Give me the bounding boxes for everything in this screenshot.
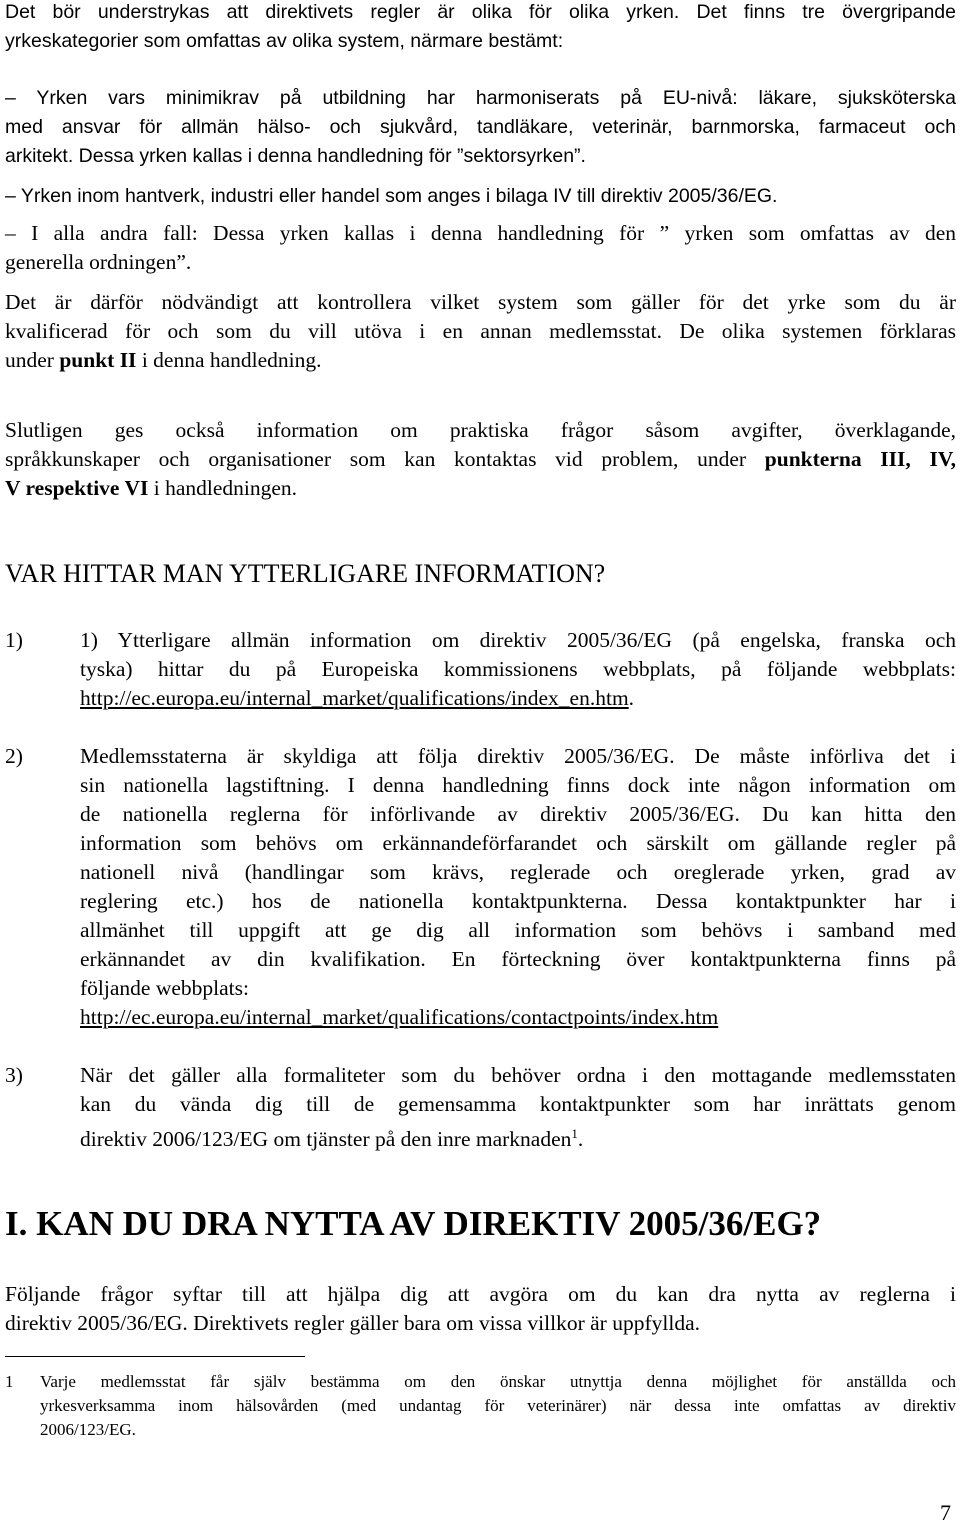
- paragraph-line: direktiv 2005/36/EG. Direktivets regler gäller bara om vissa villkor är uppfyllda.: [5, 1311, 700, 1335]
- paragraph-line: Slutligen ges också information om praktiska frågor såsom avgifter, överklagande,: [5, 418, 956, 442]
- paragraph-line: Följande frågor syftar till att hjälpa dig att avgöra om du kan dra nytta av reglerna i: [5, 1282, 956, 1306]
- qualifications-link[interactable]: http://ec.europa.eu/internal_market/qualifications/index_en.htm: [80, 686, 629, 710]
- bold-reference: punkt II: [59, 348, 137, 372]
- paragraph-line: [5, 346, 956, 375]
- item-number: 3): [5, 1063, 23, 1087]
- item-line: 1) Ytterligare allmän information om direktiv 2005/36/EG (på engelska, franska och: [80, 628, 956, 652]
- dash-list-item: [5, 219, 956, 277]
- intro-paragraph: [5, 0, 956, 56]
- item-line: följande webbplats:: [80, 976, 249, 1000]
- dash-item-line: generella ordningen”.: [5, 250, 192, 274]
- text-run: under: [5, 348, 60, 372]
- footnote-separator: [5, 1356, 305, 1357]
- item-line: nationell nivå (handlingar som krävs, reglerade och oreglerade yrken, grad av: [80, 860, 956, 884]
- item-line: [80, 684, 956, 713]
- item-text: [80, 1061, 956, 1154]
- paragraph-line: Det är därför nödvändigt att kontrollera vilket system som gäller för det yrke som du är: [5, 290, 956, 314]
- item-line: erkännandet av din kvalifikation. En förteckning över kontaktpunkterna finns på: [80, 947, 956, 971]
- item-line: När det gäller alla formaliteter som du behöver ordna i den mottagande medlemsstaten: [80, 1063, 956, 1087]
- paragraph-line: [5, 445, 956, 474]
- item-number: 2): [5, 744, 23, 768]
- text-run: i handledningen.: [148, 476, 298, 500]
- dash-item-line: – Yrken inom hantverk, industri eller handel som anges i bilaga IV till direktiv 2005/36/EG.: [5, 185, 778, 207]
- item-line: de nationella reglerna för införlivande av direktiv 2005/36/EG. Du kan hitta den: [80, 802, 956, 826]
- footnote-reference[interactable]: 1: [571, 1126, 578, 1141]
- text-run: .: [577, 1127, 584, 1152]
- dash-item-line: – Yrken vars minimikrav på utbildning har harmoniserats på EU-nivå: läkare, sjuksköterska: [5, 87, 956, 109]
- dash-list-item: [5, 84, 956, 171]
- paragraph-line: kvalificerad för och som du vill utöva i en annan medlemsstat. De olika systemen förklaras: [5, 319, 956, 343]
- contactpoints-link[interactable]: http://ec.europa.eu/internal_market/qualifications/contactpoints/index.htm: [80, 1005, 719, 1029]
- item-line: [80, 1003, 956, 1032]
- section-heading-info: VAR HITTAR MAN YTTERLIGARE INFORMATION?: [5, 559, 606, 588]
- item-number: 1): [5, 628, 23, 652]
- item-line: [80, 1119, 956, 1154]
- intro-line: yrkeskategorier som omfattas av olika system, närmare bestämt:: [5, 30, 564, 52]
- dash-item-line: – I alla andra fall: Dessa yrken kallas i denna handledning för ” yrken som omfattas av den: [5, 221, 956, 245]
- item-line: sin nationella lagstiftning. I denna handledning finns dock inte någon information om: [80, 773, 956, 797]
- text-run: .: [628, 686, 635, 710]
- item-line: allmänhet till uppgift att ge dig all information som behövs i samband med: [80, 918, 956, 942]
- text-run: direktiv 2006/123/EG om tjänster på den inre marknaden: [80, 1127, 572, 1152]
- text-run: språkkunskaper och organisationer som kan kontaktas vid problem, under: [5, 447, 765, 471]
- intro-line: Det bör understrykas att direktivets regler är olika för olika yrken. Det finns tre övergripande: [5, 1, 956, 23]
- dash-item-line: med ansvar för allmän hälso- och sjukvård, tandläkare, veterinär, barnmorska, farmaceut och: [5, 116, 956, 138]
- bold-reference: punkterna III, IV,: [764, 447, 956, 471]
- item-line: reglering etc.) hos de nationella kontaktpunkterna. Dessa kontaktpunkter har i: [80, 889, 956, 913]
- section-heading-i: I. KAN DU DRA NYTTA AV DIREKTIV 2005/36/EG?: [5, 1204, 822, 1243]
- footnote-line: 2006/123/EG.: [40, 1420, 136, 1439]
- dash-item-line: arkitekt. Dessa yrken kallas i denna handledning för ”sektorsyrken”.: [5, 145, 586, 167]
- footnote-mark: 1: [5, 1372, 14, 1391]
- system-paragraph: [5, 288, 956, 375]
- item-line: tyska) hittar du på Europeiska kommissionens webbplats, på följande webbplats:: [80, 657, 956, 681]
- page-number: 7: [940, 1500, 951, 1525]
- item-text: [80, 626, 956, 713]
- text-run: i denna handledning.: [136, 348, 322, 372]
- footnote-text: [40, 1370, 956, 1442]
- item-text: [80, 742, 956, 1032]
- item-line: Medlemsstaterna är skyldiga att följa direktiv 2005/36/EG. De måste införliva det i: [80, 744, 956, 768]
- footnote-line: yrkesverksamma inom hälsovården (med undantag för veterinärer) när dessa inte omfattas av direktiv: [40, 1396, 956, 1415]
- dash-list-item: [5, 182, 956, 211]
- paragraph-line: [5, 474, 956, 503]
- bold-reference: V respektive VI: [5, 476, 149, 500]
- questions-paragraph: [5, 1280, 956, 1338]
- item-line: information som behövs om erkännandeförfarandet och särskilt om gällande regler på: [80, 831, 956, 855]
- finally-paragraph: [5, 416, 956, 503]
- item-line: kan du vända dig till de gemensamma kontaktpunkter som har inrättats genom: [80, 1092, 956, 1116]
- footnote-line: Varje medlemsstat får själv bestämma om den önskar utnyttja denna möjlighet för anställda och: [40, 1372, 956, 1391]
